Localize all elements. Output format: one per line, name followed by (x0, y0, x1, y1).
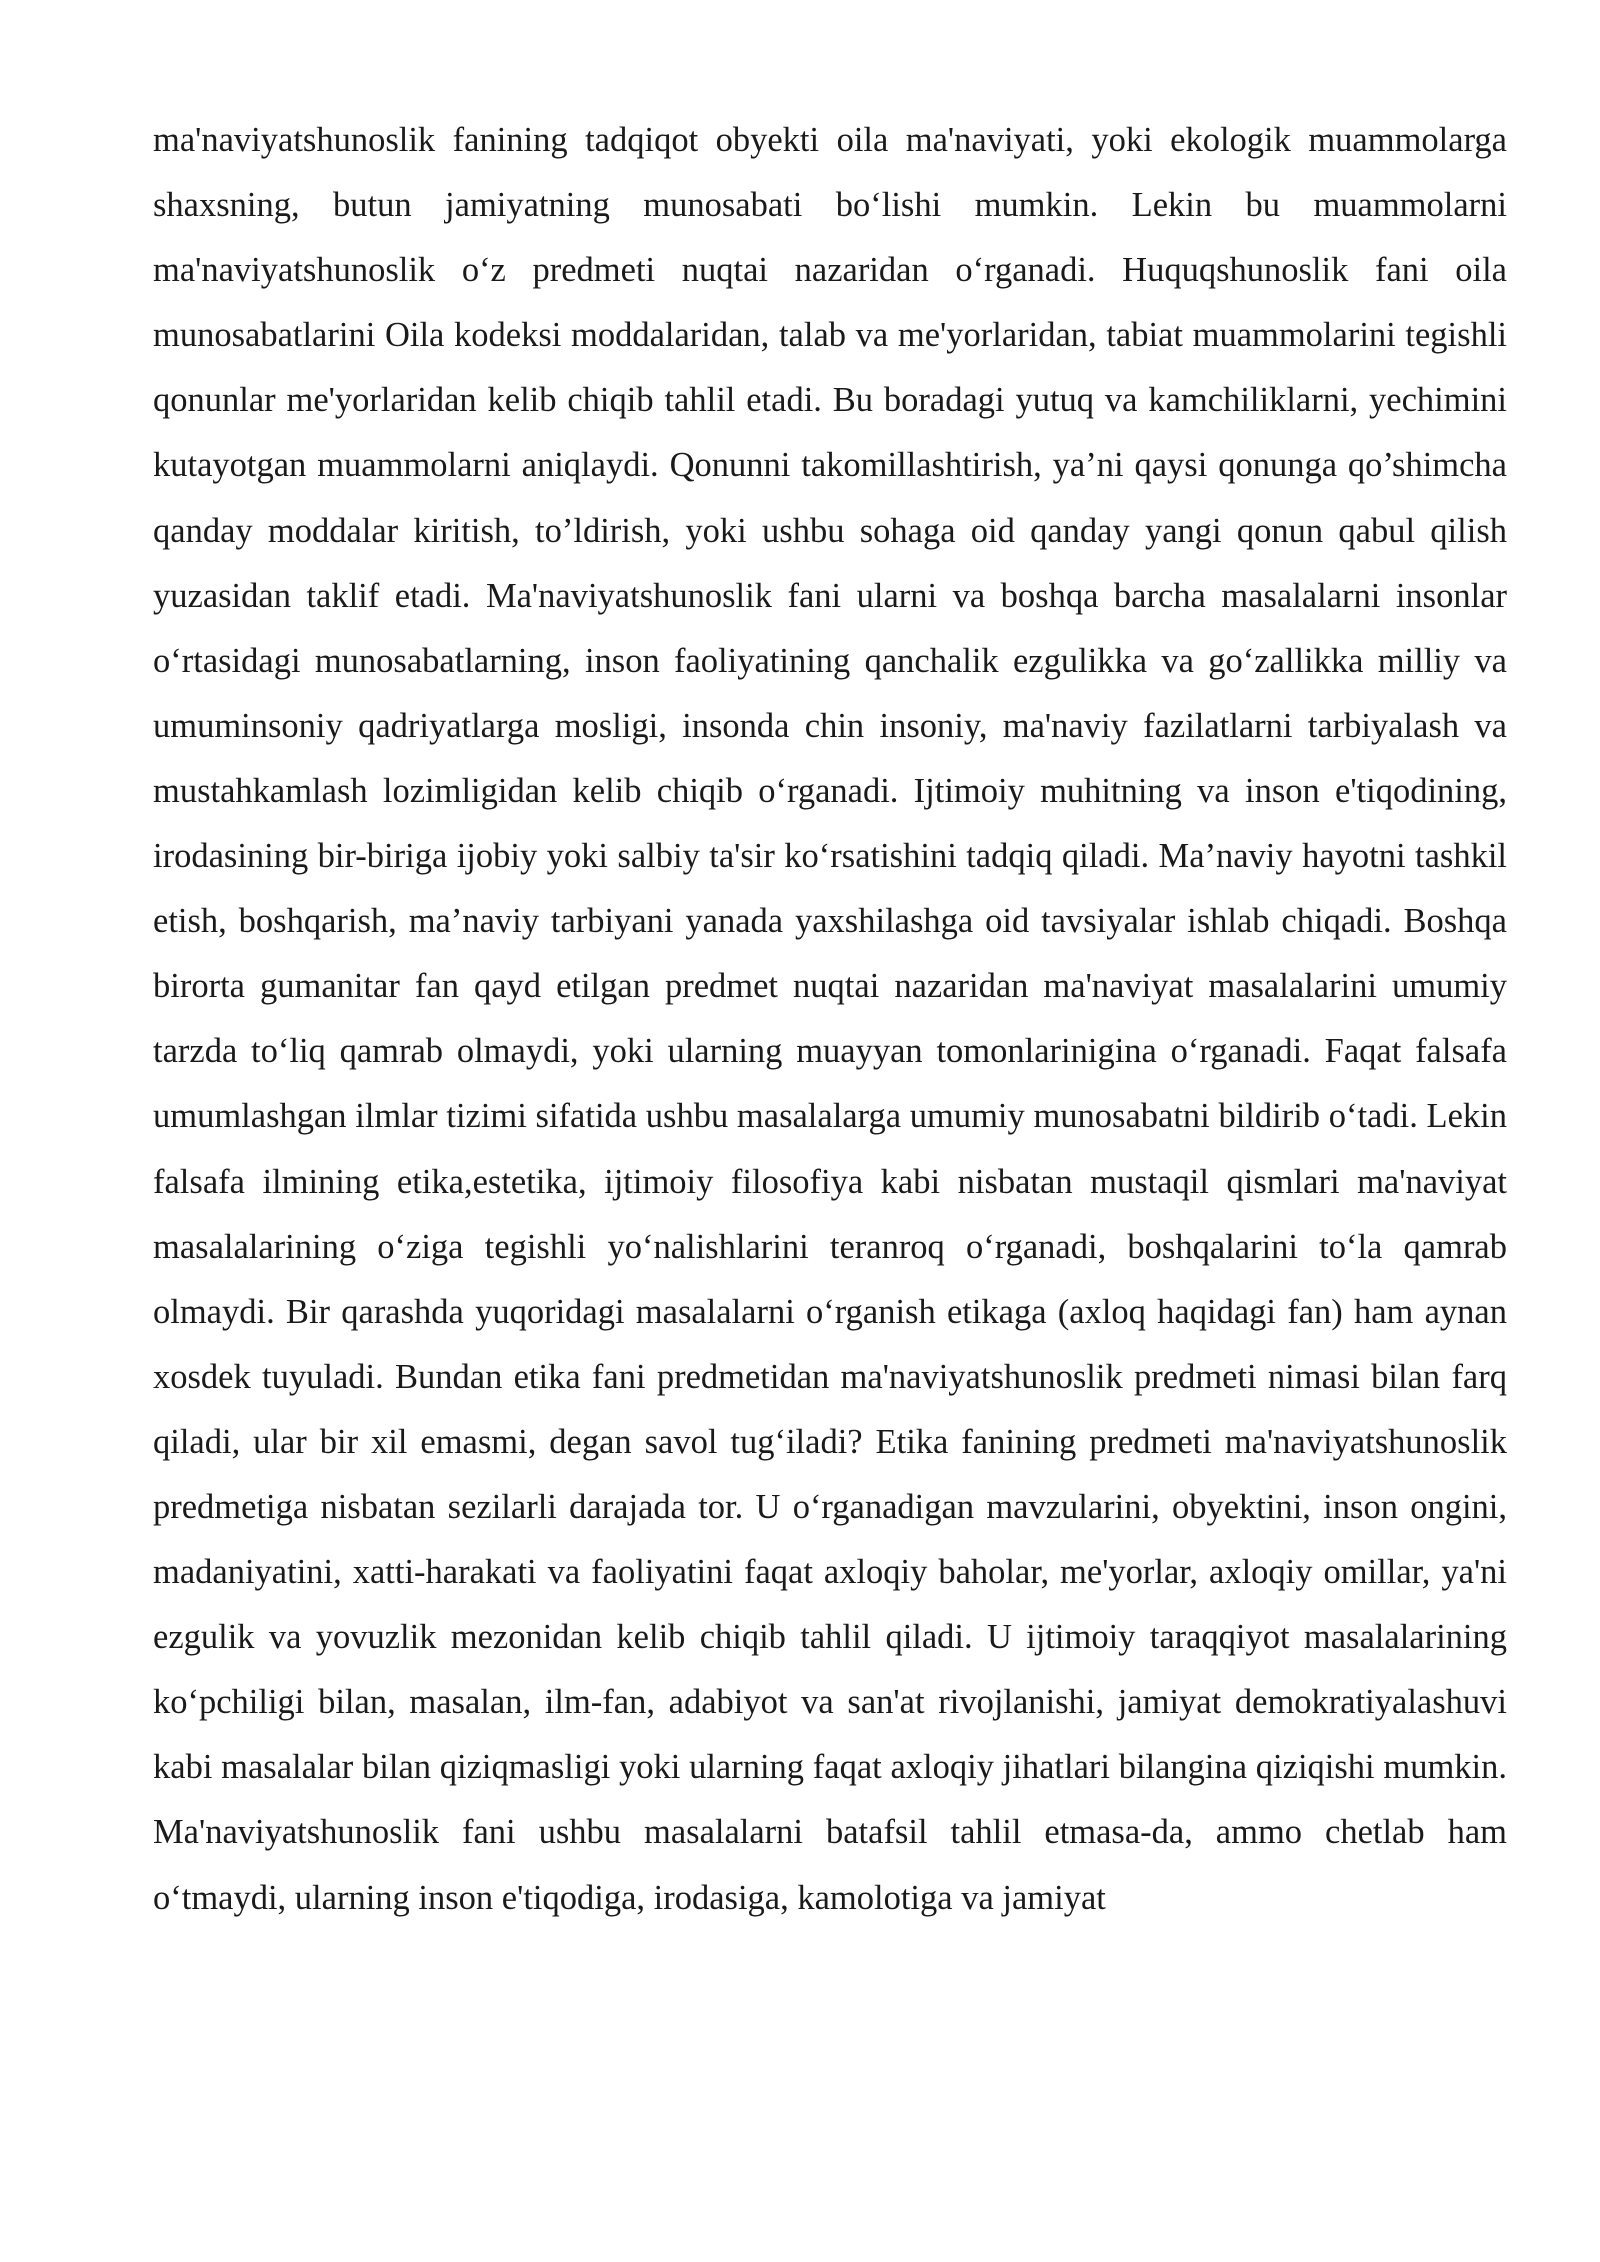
body-paragraph: ma'naviyatshunoslik fanining tadqiqot obyekti oila ma'naviyati, yoki ekologik muammolarga shaxsning, butun jamiyatning munosabati boʻlishi mumkin. Lekin bu muammolarni ma'naviyatshunoslik oʻz predmeti nuqtai nazaridan oʻrganadi. Huquqshunoslik fani oila munosabatlarini Oila kodeksi moddalaridan, talab va me'yorlaridan, tabiat muammolarini tegishli qonunlar me'yorlaridan kelib chiqib tahlil etadi. Bu boradagi yutuq va kamchiliklarni, yechimini kutayotgan muammolarni aniqlaydi. Qonunni takomillashtirish, ya’ni qaysi qonunga qo’shimcha qanday moddalar kiritish, to’ldirish, yoki ushbu sohaga oid qanday yangi qonun qabul qilish yuzasidan taklif etadi. Ma'naviyatshunoslik fani ularni va boshqa barcha masalalarni insonlar oʻrtasidagi munosabatlarning, inson faoliyatining qanchalik ezgulikka va goʻzallikka milliy va umuminsoniy qadriyatlarga mosligi, insonda chin insoniy, ma'naviy fazilatlarni tarbiyalash va mustahkamlash lozimligidan kelib chiqib oʻrganadi. Ijtimoiy muhitning va inson e'tiqodining, irodasining bir-biriga ijobiy yoki salbiy ta'sir koʻrsatishini tadqiq qiladi. Ma’naviy hayotni tashkil etish, boshqarish, ma’naviy tarbiyani yanada yaxshilashga oid tavsiyalar ishlab chiqadi. Boshqa birorta gumanitar fan qayd etilgan predmet nuqtai nazaridan ma'naviyat masalalarini umumiy tarzda toʻliq qamrab olmaydi, yoki ularning muayyan tomonlarinigina oʻrganadi. Faqat falsafa umumlashgan ilmlar tizimi sifatida ushbu masalalarga umumiy munosabatni bildirib oʻtadi. Lekin falsafa ilmining etika,estetika, ijtimoiy filosofiya kabi nisbatan mustaqil qismlari ma'naviyat masalalarining oʻziga tegishli yoʻnalishlarini teranroq oʻrganadi, boshqalarini toʻla qamrab olmaydi. Bir qarashda yuqoridagi masalalarni oʻrganish etikaga (axloq haqidagi fan) ham aynan xosdek tuyuladi. Bundan etika fani predmetidan ma'naviyatshunoslik predmeti nimasi bilan farq qiladi, ular bir xil emasmi, degan savol tugʻiladi? Etika fanining predmeti ma'naviyatshunoslik predmetiga nisbatan sezilarli darajada tor. U oʻrganadigan mavzularini, obyektini, inson ongini, madaniyatini, xatti-harakati va faoliyatini faqat axloqiy baholar, me'yorlar, axloqiy omillar, ya'ni ezgulik va yovuzlik mezonidan kelib chiqib tahlil qiladi. U ijtimoiy taraqqiyot masalalarining koʻpchiligi bilan, masalan, ilm-fan, adabiyot va san'at rivojlanishi, jamiyat demokratiyalashuvi kabi masalalar bilan qiziqmasligi yoki ularning faqat axloqiy jihatlari bilangina qiziqishi mumkin. Ma'naviyatshunoslik fani ushbu masalalarni batafsil tahlil etmasa-da, ammo chetlab ham oʻtmaydi, ularning inson e'tiqodiga, irodasiga, kamolotiga va jamiyat (153, 121, 1507, 1917)
